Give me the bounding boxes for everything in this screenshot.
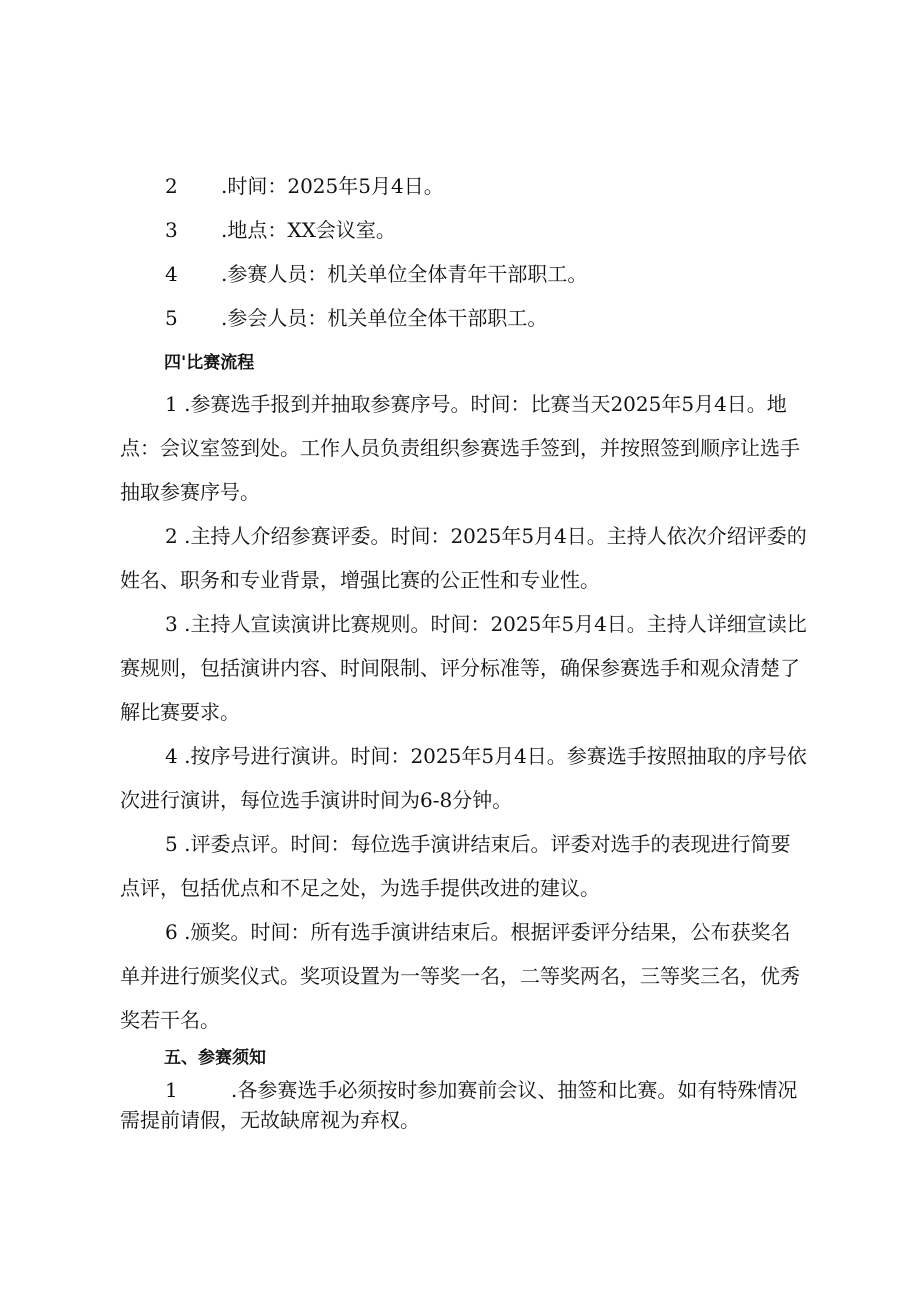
info-item-text: .参会人员：机关单位全体干部职工。	[221, 306, 548, 330]
info-item	[165, 304, 547, 332]
process-step	[120, 602, 810, 734]
step-text: .颁奖。时间：所有选手演讲结束后。根据评委评分结果，公布获奖名单并进行颁奖仪式。奖项设置为一等奖一名，二等奖两名，三等奖三名，优秀奖若干名。	[120, 920, 800, 1032]
info-item-text: .参赛人员：机关单位全体青年干部职工。	[221, 262, 588, 286]
process-step	[120, 910, 810, 1042]
step-text: .主持人宣读演讲比赛规则。时间：2025年5月4日。主持人详细宣读比赛规则，包括演讲内容、时间限制、评分标准等，确保参赛选手和观众清楚了解比赛要求。	[120, 612, 807, 724]
info-item-text: .地点：XX会议室。	[221, 218, 396, 242]
info-item	[165, 260, 587, 288]
process-step	[120, 822, 810, 910]
process-step	[120, 382, 810, 514]
step-number: 5	[165, 832, 178, 856]
step-number: 4	[165, 744, 178, 768]
step-text: .参赛选手报到并抽取参赛序号。时间：比赛当天2025年5月4日。地点：会议室签到处。工作人员负责组织参赛选手签到，并按照签到顺序让选手抽取参赛序号。	[120, 392, 800, 504]
step-text: .按序号进行演讲。时间：2025年5月4日。参赛选手按照抽取的序号依次进行演讲，每位选手演讲时间为6-8分钟。	[120, 744, 807, 812]
section-heading: 四'比赛流程	[164, 353, 255, 373]
info-item-number: 2	[165, 174, 178, 198]
info-item-number: 3	[165, 218, 178, 242]
step-number: 6	[165, 920, 178, 944]
info-item-number: 5	[165, 306, 178, 330]
step-text: .评委点评。时间：每位选手演讲结束后。评委对选手的表现进行简要点评，包括优点和不足之处，为选手提供改进的建议。	[120, 832, 791, 900]
notice-item	[120, 1075, 810, 1135]
section-heading: 五、参赛须知	[164, 1048, 266, 1068]
step-text: .主持人介绍参赛评委。时间：2025年5月4日。主持人依次介绍评委的姓名、职务和专业背景，增强比赛的公正性和专业性。	[120, 524, 807, 592]
notice-item-text: .各参赛选手必须按时参加赛前会议、抽签和比赛。如有特殊情况需提前请假，无故缺席视为弃权。	[120, 1078, 798, 1132]
process-step	[120, 734, 810, 822]
info-item	[165, 216, 396, 244]
step-number: 1	[165, 392, 178, 416]
info-item-number: 4	[165, 262, 178, 286]
step-number: 2	[165, 524, 178, 548]
info-item-text: .时间：2025年5月4日。	[221, 174, 444, 198]
process-step	[120, 514, 810, 602]
step-number: 3	[165, 612, 178, 636]
info-item	[165, 172, 444, 200]
notice-item-number: 1	[165, 1078, 178, 1102]
